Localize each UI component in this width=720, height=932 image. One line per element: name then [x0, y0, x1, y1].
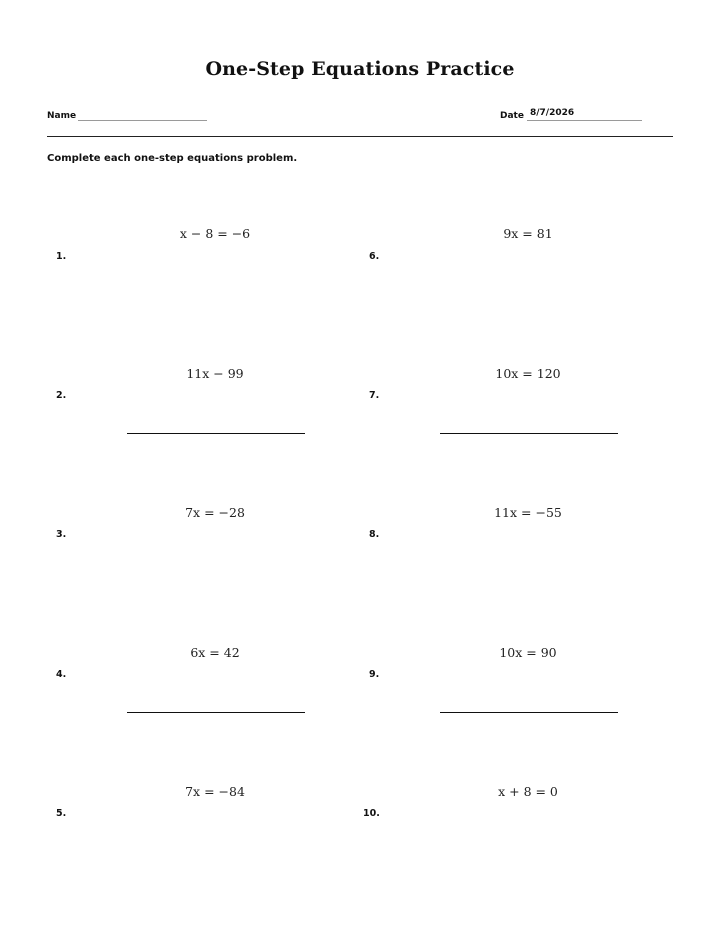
- problem-equation: 6x = 42: [190, 645, 240, 660]
- problem-number: 6.: [369, 251, 380, 262]
- problem-equation: 11x − 99: [186, 366, 244, 381]
- name-label: Name: [47, 111, 77, 121]
- problem-equation: 9x = 81: [503, 226, 553, 241]
- problem-equation: 7x = −28: [185, 505, 245, 520]
- problem-number: 10.: [363, 808, 380, 819]
- date-label: Date: [500, 111, 524, 121]
- problem-number: 3.: [56, 529, 67, 540]
- name-field[interactable]: [78, 120, 207, 121]
- problem-number: 5.: [56, 808, 67, 819]
- problem-number: 4.: [56, 669, 67, 680]
- problem-equation: x + 8 = 0: [498, 784, 558, 799]
- answer-line[interactable]: [127, 712, 305, 713]
- header-divider: [47, 136, 673, 137]
- page-title: One-Step Equations Practice: [205, 58, 515, 80]
- problem-number: 2.: [56, 390, 67, 401]
- date-field[interactable]: [527, 120, 642, 121]
- problem-number: 8.: [369, 529, 380, 540]
- problem-equation: 10x = 90: [499, 645, 557, 660]
- problem-equation: 10x = 120: [495, 366, 561, 381]
- problem-equation: 11x = −55: [494, 505, 562, 520]
- instructions: Complete each one-step equations problem.: [47, 153, 298, 164]
- problem-equation: x − 8 = −6: [179, 226, 251, 241]
- date-value: 8/7/2026: [530, 108, 575, 118]
- answer-line[interactable]: [440, 433, 618, 434]
- problem-number: 1.: [56, 251, 67, 262]
- problem-number: 9.: [369, 669, 380, 680]
- answer-line[interactable]: [440, 712, 618, 713]
- problem-equation: 7x = −84: [185, 784, 245, 799]
- problem-number: 7.: [369, 390, 380, 401]
- answer-line[interactable]: [127, 433, 305, 434]
